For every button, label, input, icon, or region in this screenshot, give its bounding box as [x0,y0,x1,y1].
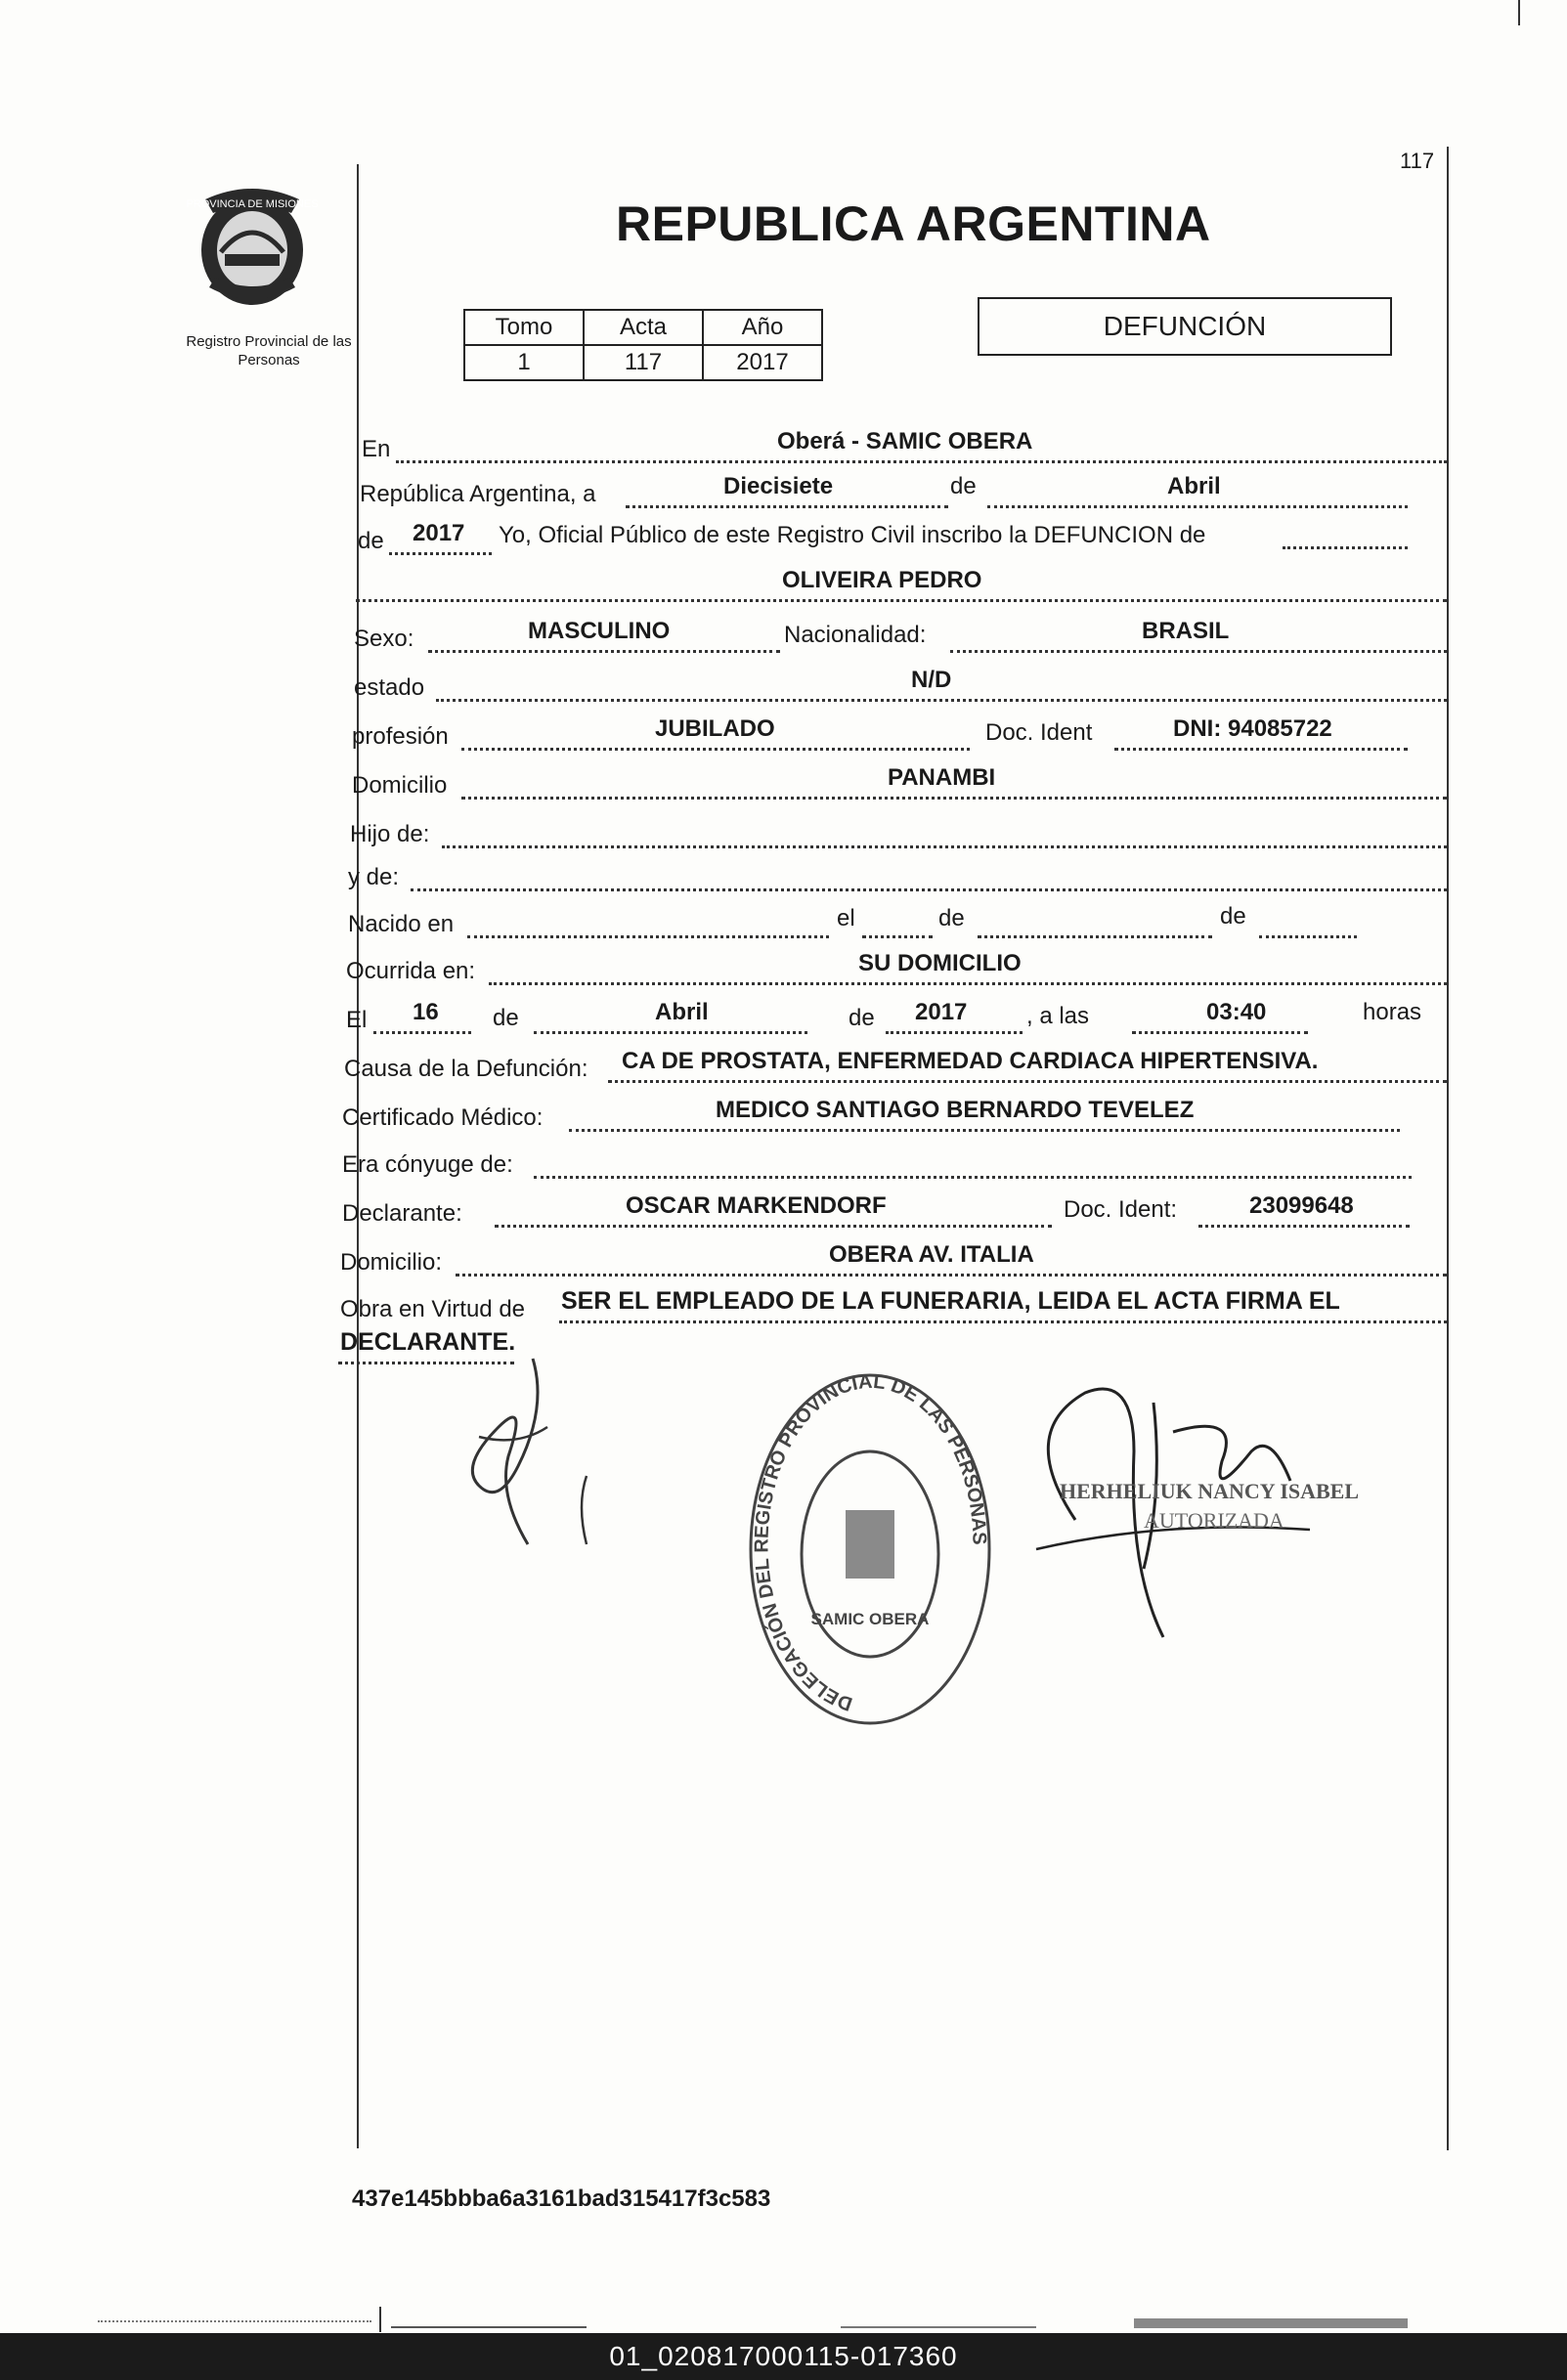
dotted-line [436,699,1447,702]
label-nacido-en: Nacido en [348,911,455,937]
dotted-line [1198,1225,1410,1228]
label-nacionalidad: Nacionalidad: [784,622,927,648]
label-en: En [362,436,391,462]
row-nacido [348,903,1447,942]
row-domicilio [352,764,1447,803]
dotted-line [950,650,1447,653]
document-type-box: DEFUNCIÓN [978,297,1392,356]
dotted-line [356,599,1447,602]
row-sexo [352,618,1447,657]
field-doc-ident: DNI: 94085722 [1173,715,1332,742]
row-causa [344,1048,1447,1087]
row-obra [340,1287,1447,1327]
dotted-line [396,460,1447,463]
row-fecha [352,473,1447,512]
dotted-line [534,1176,1412,1179]
field-sexo: MASCULINO [528,618,671,644]
field-profesion: JUBILADO [655,715,775,742]
official-stamp-icon [743,1368,997,1730]
field-hora-def: 03:40 [1206,999,1267,1025]
field-lugar: Oberá - SAMIC OBERA [777,428,1033,454]
label-certificado: Certificado Médico: [342,1104,544,1131]
field-domicilio: PANAMBI [888,764,996,791]
row-ocurrida [346,950,1447,989]
label-estado: estado [354,674,425,701]
row-declarante [342,1192,1447,1232]
row-domicilio-declarante [340,1241,1447,1280]
bottom-scan-strip [0,2307,1567,2332]
footer-id: 01_020817000115-017360 [0,2333,1567,2380]
label-de: de [950,473,977,499]
label-doc-ident-declarante: Doc. Ident: [1064,1196,1178,1223]
field-anio: 2017 [413,520,465,546]
dotted-line [373,1031,471,1034]
label-ocurrida-en: Ocurrida en: [346,958,476,984]
row-hijo-de [352,813,1447,852]
misiones-emblem-icon [186,184,319,311]
label-de-nac-1: de [938,905,965,931]
field-mes: Abril [1167,473,1221,499]
dotted-line [461,797,1447,800]
dotted-line [456,1274,1447,1277]
label-de-nac-2: de [1220,903,1246,930]
field-anio-def: 2017 [915,999,968,1025]
dotted-line [467,935,829,938]
dotted-line [442,845,1447,848]
field-nacionalidad: BRASIL [1142,618,1230,644]
page-number: 117 [1400,149,1435,173]
field-mes-def: Abril [655,999,709,1025]
field-declarante: OSCAR MARKENDORF [626,1192,887,1219]
row-nombre [352,567,1447,606]
dotted-line [608,1080,1447,1083]
dotted-line [569,1129,1400,1132]
emblem-text: PROVINCIA DE MISIONES [186,198,319,210]
row-y-de [348,856,1447,895]
official-signature-icon [1017,1373,1388,1657]
label-y-de: y de: [348,864,400,890]
label-de-anio: de [358,528,384,554]
label-horas: horas [1363,999,1422,1025]
label-el-dia: El [346,1007,368,1033]
dotted-line [886,1031,1023,1034]
dotted-line [1132,1031,1308,1034]
record-table [463,309,823,381]
record-header-acta: Acta [584,310,703,345]
record-value-anio: 2017 [703,345,822,380]
row-profesion [352,715,1447,755]
stamp-outer-text: DELEGACIÓN DEL REGISTRO PROVINCIAL DE LAS PERSONAS [751,1370,990,1715]
field-estado: N/D [911,667,952,693]
field-dia-def: 16 [413,999,439,1025]
row-en [352,428,1447,467]
dotted-line [626,505,948,508]
dotted-line [559,1320,1447,1323]
label-el: el [837,905,855,931]
dotted-line [1283,546,1408,549]
signature-stamp-role: AUTORIZADA [1144,1508,1284,1533]
registry-label: Registro Provincial de las Personas [186,333,352,368]
field-obra-line2: DECLARANTE. [340,1328,516,1356]
label-obra: Obra en Virtud de [340,1296,526,1322]
stamp-inner-text: SAMIC OBERA [810,1610,930,1628]
field-nombre: OLIVEIRA PEDRO [782,567,982,593]
dotted-line [461,748,970,751]
record-header-tomo: Tomo [464,310,584,345]
dotted-line [389,552,492,555]
field-ocurrida-en: SU DOMICILIO [858,950,1022,976]
field-declarante-domicilio: OBERA AV. ITALIA [829,1241,1034,1268]
dotted-line [411,888,1447,891]
dotted-line [862,935,933,938]
dotted-line [1114,748,1408,751]
page-title: REPUBLICA ARGENTINA [616,196,1211,251]
label-conyuge: Era cónyuge de: [342,1151,513,1178]
dotted-line [1259,935,1357,938]
field-causa: CA DE PROSTATA, ENFERMEDAD CARDIACA HIPERTENSIVA. [622,1048,1319,1074]
label-de-def-1: de [493,1005,519,1031]
label-domicilio-declarante: Domicilio: [340,1249,443,1276]
row-conyuge [342,1144,1447,1183]
label-causa: Causa de la Defunción: [344,1056,588,1082]
label-de-def-2: de [849,1005,875,1031]
record-header-anio: Año [703,310,822,345]
dotted-line [987,505,1408,508]
row-fecha-defuncion [346,999,1447,1038]
record-value-tomo: 1 [464,345,584,380]
dotted-line [428,650,780,653]
field-dia-letras: Diecisiete [723,473,834,499]
field-obra-line1: SER EL EMPLEADO DE LA FUNERARIA, LEIDA EL ACTA FIRMA EL [561,1287,1340,1315]
label-doc-ident: Doc. Ident [985,719,1093,746]
label-sexo: Sexo: [354,626,414,652]
row-estado [352,667,1447,706]
label-yo-oficial: Yo, Oficial Público de este Registro Civil inscribo la DEFUNCION de [499,522,1206,548]
row-certificado [342,1097,1447,1136]
label-hijo-de: Hijo de: [350,821,430,847]
top-edge-mark [1518,0,1520,25]
declarant-signature-icon [440,1349,606,1554]
label-republica: República Argentina, a [360,481,596,507]
dotted-line [534,1031,807,1034]
label-a-las: , a las [1026,1003,1090,1029]
label-declarante: Declarante: [342,1200,462,1227]
dotted-line [978,935,1212,938]
field-certificado: MEDICO SANTIAGO BERNARDO TEVELEZ [716,1097,1195,1123]
record-value-acta: 117 [584,345,703,380]
field-declarante-doc: 23099648 [1249,1192,1354,1219]
label-profesion: profesión [352,723,449,750]
signature-stamp-name: HERHELIUK NANCY ISABEL [1060,1479,1360,1503]
row-anio [352,520,1447,559]
dotted-line [495,1225,1052,1228]
document-hash: 437e145bbba6a3161bad315417f3c583 [352,2185,771,2212]
label-domicilio: Domicilio [352,772,448,799]
dotted-line [489,982,1447,985]
right-border-line [1447,147,1449,2150]
